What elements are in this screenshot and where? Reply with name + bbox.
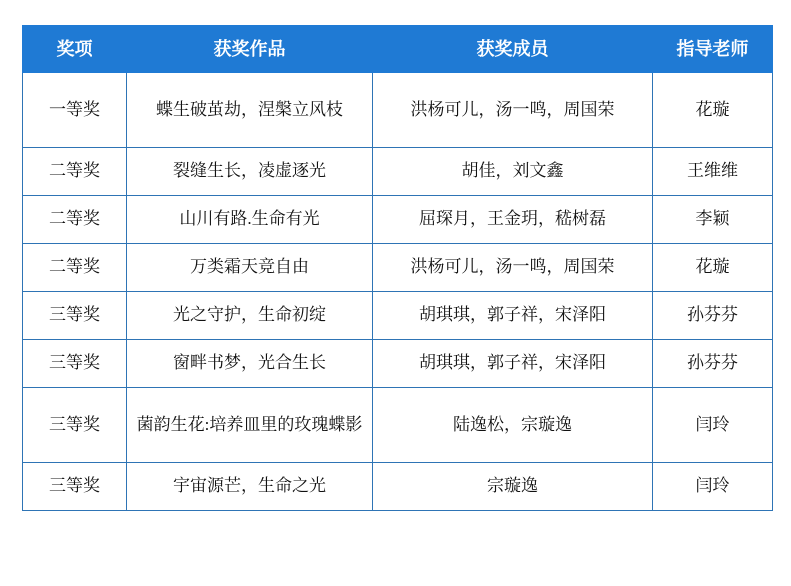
cell-work: 窗畔书梦，光合生长 <box>127 340 373 388</box>
table-row <box>23 73 773 148</box>
cell-teacher: 孙芬芬 <box>653 292 773 340</box>
cell-members: 屈琛月，王金玥，嵇树磊 <box>373 196 653 244</box>
cell-teacher: 花璇 <box>653 244 773 292</box>
table-body <box>23 73 773 511</box>
cell-members: 胡佳，刘文鑫 <box>373 148 653 196</box>
cell-members: 胡琪琪，郭子祥，宋泽阳 <box>373 340 653 388</box>
cell-work: 宇宙源芒，生命之光 <box>127 463 373 511</box>
cell-teacher: 李颖 <box>653 196 773 244</box>
table-row <box>23 292 773 340</box>
cell-award: 二等奖 <box>23 244 127 292</box>
table-row <box>23 463 773 511</box>
cell-work: 万类霜天竞自由 <box>127 244 373 292</box>
cell-teacher: 花璇 <box>653 73 773 148</box>
cell-work: 裂缝生长，凌虚逐光 <box>127 148 373 196</box>
cell-award: 三等奖 <box>23 463 127 511</box>
cell-award: 一等奖 <box>23 73 127 148</box>
table-row <box>23 148 773 196</box>
cell-work: 山川有路.生命有光 <box>127 196 373 244</box>
table-row <box>23 388 773 463</box>
cell-work: 菌韵生花:培养皿里的玫瑰蝶影 <box>127 388 373 463</box>
cell-teacher: 孙芬芬 <box>653 340 773 388</box>
table-row <box>23 340 773 388</box>
table-header-row <box>23 26 773 73</box>
column-header-award: 奖项 <box>23 26 127 73</box>
cell-teacher: 闫玲 <box>653 463 773 511</box>
cell-members: 陆逸松，宗璇逸 <box>373 388 653 463</box>
award-results-table <box>22 25 773 511</box>
table-row <box>23 196 773 244</box>
cell-award: 三等奖 <box>23 340 127 388</box>
cell-work: 蝶生破茧劫，涅槃立风枝 <box>127 73 373 148</box>
table-header <box>23 26 773 73</box>
cell-teacher: 王维维 <box>653 148 773 196</box>
cell-award: 三等奖 <box>23 292 127 340</box>
cell-teacher: 闫玲 <box>653 388 773 463</box>
column-header-members: 获奖成员 <box>373 26 653 73</box>
cell-members: 洪杨可儿，汤一鸣，周国荣 <box>373 73 653 148</box>
cell-award: 二等奖 <box>23 148 127 196</box>
table-row <box>23 244 773 292</box>
cell-award: 二等奖 <box>23 196 127 244</box>
column-header-work: 获奖作品 <box>127 26 373 73</box>
column-header-teacher: 指导老师 <box>653 26 773 73</box>
cell-members: 洪杨可儿，汤一鸣，周国荣 <box>373 244 653 292</box>
cell-members: 胡琪琪，郭子祥，宋泽阳 <box>373 292 653 340</box>
cell-work: 光之守护，生命初绽 <box>127 292 373 340</box>
cell-members: 宗璇逸 <box>373 463 653 511</box>
cell-award: 三等奖 <box>23 388 127 463</box>
